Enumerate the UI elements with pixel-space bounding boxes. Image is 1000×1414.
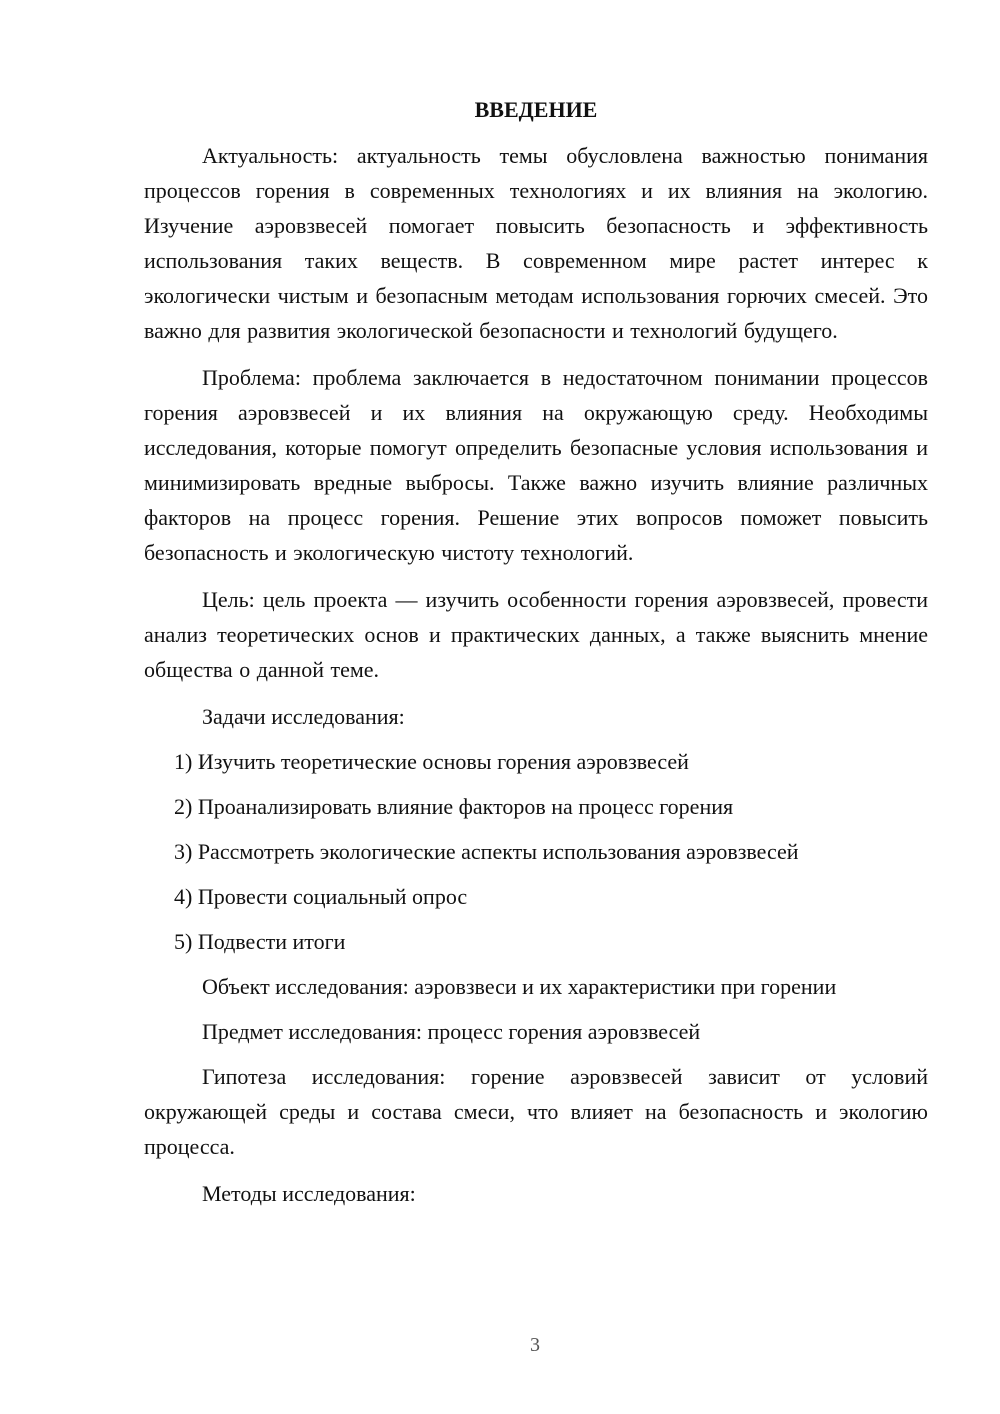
tasks-list [144,744,928,959]
page-title: ВВЕДЕНИЕ [474,97,598,122]
object-line: Объект исследования: аэровзвеси и их характеристики при горении [202,974,837,999]
subject-line: Предмет исследования: процесс горения аэровзвесей [202,1019,701,1044]
page-number: 3 [530,1334,540,1356]
list-item: 2) Проанализировать влияние факторов на процесс горения [174,794,734,819]
methods-heading: Методы исследования: [202,1181,416,1206]
list-item: 1) Изучить теоретические основы горения аэровзвесей [174,749,689,774]
tasks-heading: Задачи исследования: [202,704,405,729]
list-item: 4) Провести социальный опрос [174,884,468,909]
list-item: 5) Подвести итоги [174,929,346,954]
problem-paragraph: Проблема: проблема заключается в недостаточном понимании процессов горения аэровзвесей и их влияния на окружающую среду. Необходимы исследования, которые помогут определить безопасные условия использования и минимизировать вредные выбросы. Также важно изучить влияние различных факторов на процесс горения. Решение этих вопросов поможет повысить безопасность и экологическую чистоту технологий. [144,365,928,565]
list-item: 3) Рассмотреть экологические аспекты использования аэровзвесей [174,839,799,864]
hypothesis-paragraph: Гипотеза исследования: горение аэровзвесей зависит от условий окружающей среды и состава смеси, что влияет на безопасность и экологию процесса. [144,1064,928,1159]
relevance-paragraph: Актуальность: актуальность темы обусловлена важностью понимания процессов горения в современных технологиях и их влияния на экологию. Изучение аэровзвесей помогает повысить безопасность и эффективность использования таких веществ. В современном мире растет интерес к экологически чистым и безопасным методам использования горючих смесей. Это важно для развития экологической безопасности и технологий будущего. [144,143,928,343]
goal-paragraph: Цель: цель проекта — изучить особенности горения аэровзвесей, провести анализ теоретических основ и практических данных, а также выяснить мнение общества о данной теме. [144,587,928,682]
page-content [144,96,928,1221]
